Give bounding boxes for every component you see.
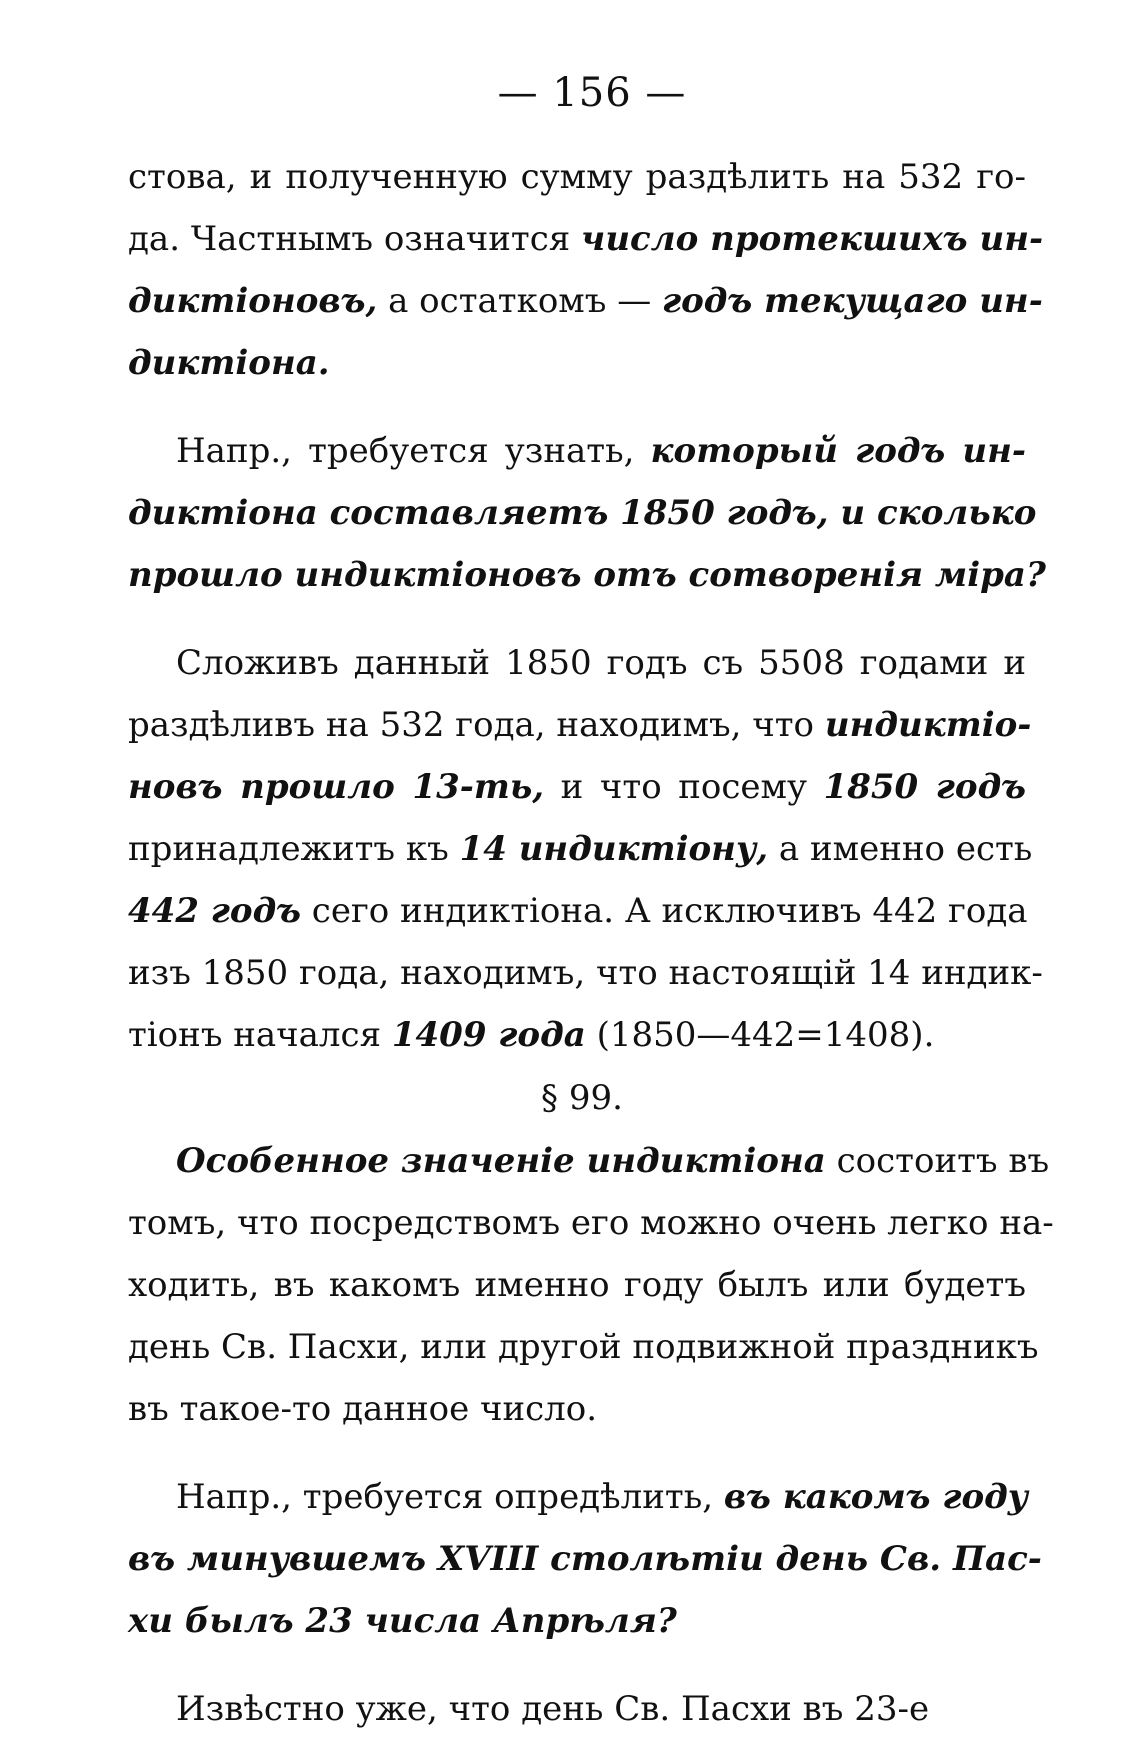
- italic-text: диктіоновъ,: [128, 281, 378, 321]
- italic-text: 14 индиктіону,: [459, 829, 769, 869]
- text: (1850—442=1408).: [585, 1015, 935, 1055]
- text-line: [128, 1192, 1054, 1254]
- text: день Св. Пасхи, или другой подвижной праздникъ: [128, 1327, 1039, 1367]
- text-line: [128, 1466, 1029, 1528]
- text-line: [128, 942, 1043, 1004]
- paragraph: [128, 146, 1044, 394]
- text-line: [128, 756, 1026, 818]
- text: а остаткомъ —: [377, 281, 662, 321]
- section-heading: § 99.: [541, 1078, 623, 1118]
- paragraph-gap: [128, 1652, 1026, 1678]
- italic-text: диктіона.: [128, 343, 330, 383]
- text-line: [128, 420, 1026, 482]
- text-line: [128, 1528, 1042, 1590]
- text: состоитъ въ: [825, 1141, 1050, 1181]
- paragraph: [128, 1130, 1054, 1440]
- italic-text: годъ текущаго ин-: [662, 281, 1043, 321]
- text: изъ 1850 года, находимъ, что настоящій 14 индик-: [128, 953, 1043, 993]
- text-block-after-section: [128, 1130, 1054, 1740]
- italic-text: диктіона составляетъ 1850 годъ, и сколько: [128, 493, 1037, 533]
- text: Извѣстно уже, что день Св. Пасхи въ 23-е: [176, 1689, 930, 1729]
- text: тіонъ начался: [128, 1015, 392, 1055]
- text-line: [128, 880, 1026, 942]
- italic-text: новъ прошло 13-ть,: [128, 767, 545, 807]
- italic-text: индиктіо-: [824, 705, 1032, 745]
- paragraph-gap: [128, 394, 1026, 420]
- text: а именно есть: [768, 829, 1033, 869]
- text: ходить, въ какомъ именно году былъ или будетъ: [128, 1265, 1026, 1305]
- paragraph: [128, 632, 1043, 1066]
- text-line: [128, 1004, 1026, 1066]
- text: Напр., требуется узнать,: [176, 431, 651, 471]
- italic-text: который годъ ин-: [650, 431, 1026, 471]
- text-line: [128, 1316, 1039, 1378]
- text: да. Частнымъ означится: [128, 219, 582, 259]
- paragraph-gap: [128, 1440, 1026, 1466]
- text-line: [128, 694, 1032, 756]
- text-line: [128, 1378, 1026, 1440]
- page-number: — 156 —: [497, 70, 687, 116]
- text-line: [128, 544, 1046, 606]
- text-block-before-section: [128, 146, 1046, 1066]
- text: раздѣливъ на 532 года, находимъ, что: [128, 705, 825, 745]
- italic-text: прошло индиктіоновъ отъ сотворенія міра?: [128, 555, 1046, 595]
- text-line: [128, 146, 1026, 208]
- italic-text: число протекшихъ ин-: [581, 219, 1044, 259]
- paragraph: [128, 420, 1046, 606]
- paragraph: [128, 1466, 1042, 1652]
- italic-text: хи былъ 23 числа Апрѣля?: [128, 1601, 677, 1641]
- text: и что посему: [544, 767, 824, 807]
- paragraph-gap: [128, 606, 1026, 632]
- italic-text: 442 годъ: [128, 891, 301, 931]
- text-line: [128, 1678, 1026, 1740]
- text: томъ, что посредствомъ его можно очень легко на-: [128, 1203, 1054, 1243]
- text: Напр., требуется опредѣлить,: [176, 1477, 724, 1517]
- text: Сложивъ данный 1850 годъ съ 5508 годами и: [176, 643, 1026, 683]
- paragraph: [128, 1678, 1026, 1740]
- text-line: [128, 1590, 1026, 1652]
- text-line: [128, 1130, 1050, 1192]
- text-line: [128, 818, 1033, 880]
- italic-text: въ минувшемъ XVIII столѣтіи день Св. Пас-: [128, 1539, 1042, 1579]
- italic-text: 1850 годъ: [823, 767, 1026, 807]
- text-line: [128, 632, 1026, 694]
- italic-text: Особенное значеніе индиктіона: [176, 1141, 826, 1181]
- italic-text: 1409 года: [391, 1015, 586, 1055]
- text: въ такое-то данное число.: [128, 1389, 598, 1429]
- text-line: [128, 208, 1044, 270]
- book-page: [128, 70, 1054, 1740]
- text-line: [128, 482, 1037, 544]
- text: стова, и полученную сумму раздѣлить на 532 го-: [128, 157, 1026, 197]
- text-line: [128, 1254, 1026, 1316]
- text: сего индиктіона. А исключивъ 442 года: [300, 891, 1028, 931]
- italic-text: въ какомъ году: [723, 1477, 1029, 1517]
- text: принадлежитъ къ: [128, 829, 460, 869]
- text-line: [128, 332, 1026, 394]
- text-line: [128, 270, 1043, 332]
